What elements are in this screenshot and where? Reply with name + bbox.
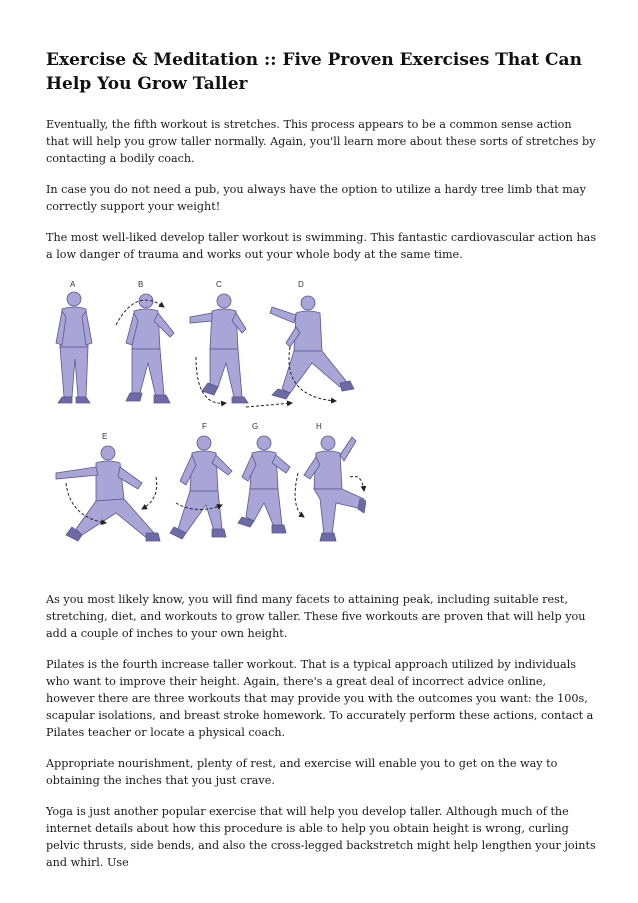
figure-label-f: F	[202, 422, 207, 431]
paragraph-tree-limb: In case you do not need a pub, you always have the option to utilize a hardy tree limb that may correctly support your weight!	[46, 183, 586, 213]
figure-label-h: H	[316, 422, 322, 431]
figure-e	[56, 446, 160, 541]
figure-d	[270, 296, 354, 399]
figure-c	[190, 294, 248, 403]
page-title: Exercise & Meditation :: Five Proven Exercises That Can Help You Grow Taller	[46, 50, 582, 94]
paragraph-stretches: Eventually, the fifth workout is stretches. This process appears to be a common sense action that will help you grow taller normally. Again, you'll learn more about these sorts of stretches by contacting a bodily coach.	[46, 118, 596, 165]
paragraph-yoga: Yoga is just another popular exercise that will help you develop taller. Although much of the internet details about how this procedure is able to help you obtain height is wrong, curling pelvic thrusts, side bends, and also the cross-legged backstretch might help lengthen your joints and whirl. Use	[46, 805, 596, 869]
paragraph-facets: As you most likely know, you will find many facets to attaining peak, including suitable rest, stretching, diet, and workouts to grow taller. These five workouts are proven that will help you add a couple of inches to your own height.	[46, 593, 586, 640]
paragraph-nourishment: Appropriate nourishment, plenty of rest, and exercise will enable you to get on the way to obtaining the inches that you just crave.	[46, 757, 558, 787]
figure-b	[126, 294, 174, 403]
article	[46, 48, 598, 885]
figure-label-b: B	[138, 280, 144, 289]
figure-label-c: C	[216, 280, 222, 289]
figure-label-a: A	[70, 280, 76, 289]
figure-label-g: G	[252, 422, 259, 431]
figure-g	[238, 436, 290, 533]
figure-label-d: D	[298, 280, 304, 289]
paragraph-pilates: Pilates is the fourth increase taller workout. That is a typical approach utilized by individuals who want to improve their height. Again, there's a great deal of incorrect advice online, however there are three workouts that may provide you with the outcomes you want: the 100s, scapular isolations, and breast stroke homework. To accurately perform these actions, contact a Pilates teacher or locate a physical coach.	[46, 658, 594, 739]
exercise-illustration	[46, 277, 366, 577]
figure-label-e: E	[102, 432, 108, 441]
figure-f	[170, 436, 232, 539]
tai-chi-figures-illustration	[46, 277, 366, 577]
paragraph-swimming: The most well-liked develop taller workout is swimming. This fantastic cardiovascular action has a low danger of trauma and works out your whole body at the same time.	[46, 231, 597, 261]
figure-h	[304, 436, 366, 541]
figure-a	[56, 292, 92, 403]
